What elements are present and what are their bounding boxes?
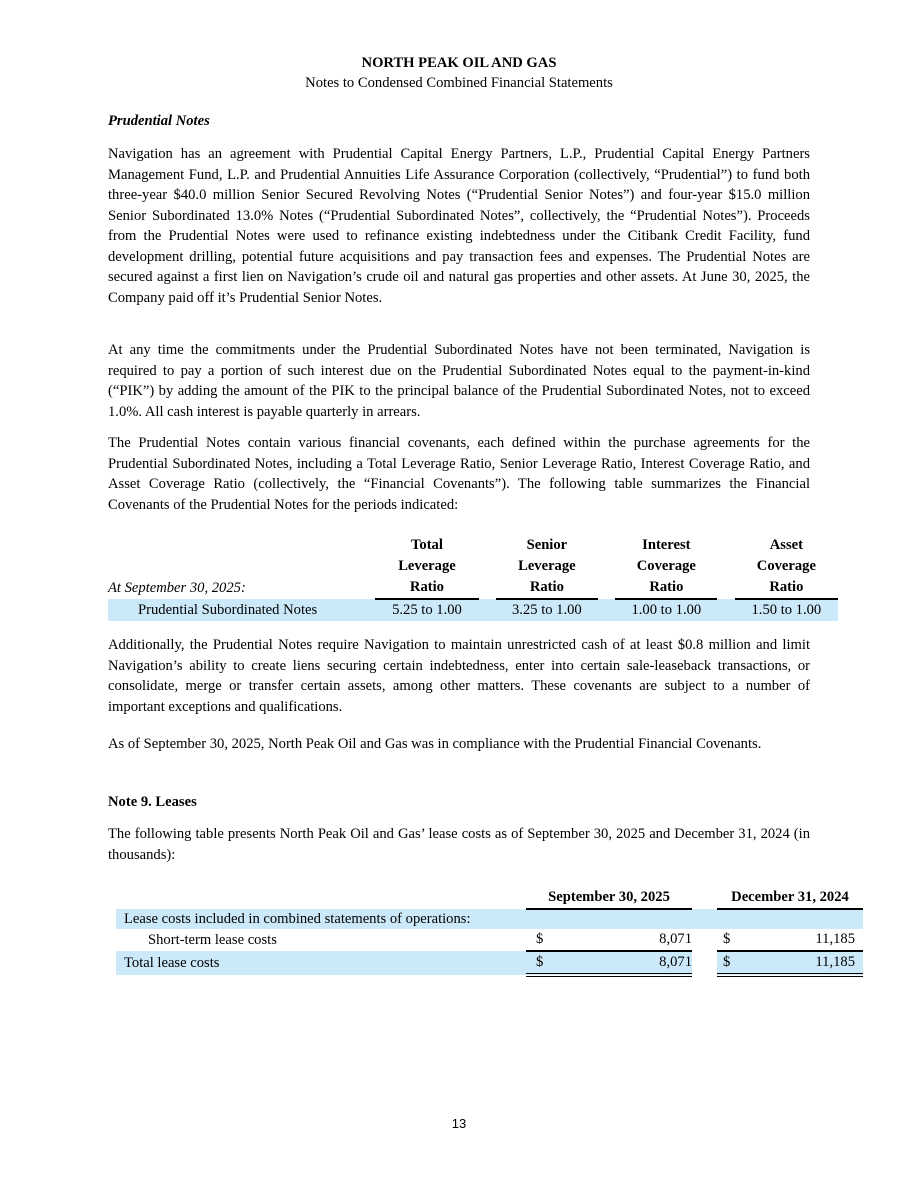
row-label-header: At September 30, 2025:: [108, 579, 246, 596]
currency: $: [526, 929, 556, 951]
section-heading-prudential: Prudential Notes: [108, 113, 210, 129]
page-number: 13: [451, 1116, 467, 1131]
cell: 5.25 to 1.00: [392, 602, 462, 618]
col-header: Ratio: [496, 577, 598, 599]
col-header: Ratio: [615, 577, 717, 599]
cell: 3.25 to 1.00: [512, 602, 582, 618]
col-header: September 30, 2025: [526, 887, 692, 909]
cell: 8,071: [556, 929, 692, 951]
currency: $: [717, 951, 747, 975]
currency: $: [717, 929, 747, 951]
financial-covenants-table: [108, 535, 838, 621]
col-header: Total: [411, 537, 443, 553]
paragraph-1: Navigation has an agreement with Prudential Capital Energy Partners, L.P., Prudential Capital Energy Partners Management Fund, L.P. and Prudential Annuities Life Assurance Corporation (collectively, “Prudential”) to fund both three-year $40.0 million Senior Secured Revolving Notes (“Prudential Senior Notes”) and four-year $15.0 million Senior Subordinated 13.0% Notes (“Prudential Subordinated Notes”, collectively, the “Prudential Notes”). Proceeds from the Prudential Notes were used to refinance existing indebtedness under the Citibank Credit Facility, fund development drilling, potential future acquisitions and pay transaction fees and expenses. The Prudential Notes are secured against a first lien on Navigation’s crude oil and natural gas properties and other assets. At June 30, 2025, the Company paid off it’s Prudential Senior Notes.: [108, 146, 810, 306]
col-header: December 31, 2024: [717, 887, 863, 909]
paragraph-3: The Prudential Notes contain various financial covenants, each defined within the purchase agreements for the Prudential Subordinated Notes, including a Total Leverage Ratio, Senior Leverage Ratio, Interest Coverage Ratio, and Asset Coverage Ratio (collectively, the “Financial Covenants”). The following table summarizes the Financial Covenants of the Prudential Notes for the periods indicated:: [108, 435, 810, 513]
row-label: Prudential Subordinated Notes: [138, 601, 318, 618]
col-header: Ratio: [735, 577, 838, 599]
paragraph-2: At any time the commitments under the Prudential Subordinated Notes have not been terminated, Navigation is required to pay a portion of such interest due on the Prudential Subordinated Notes equal to the payment-in-kind (“PIK”) by adding the amount of the PIK to the principal balance of the Prudential Subordinated Notes, not to exceed 1.0%. All cash interest is payable quarterly in arrears.: [108, 342, 810, 420]
cell: 1.00 to 1.00: [631, 602, 702, 618]
col-header: Leverage: [398, 558, 456, 574]
table-row: [116, 929, 863, 951]
table-row: [108, 599, 838, 621]
note9-heading: Note 9. Leases: [108, 794, 197, 810]
cell: 1.50 to 1.00: [751, 602, 822, 618]
document-subtitle: Notes to Condensed Combined Financial Statements: [305, 75, 613, 91]
lease-costs-table: [116, 887, 863, 977]
group-label: Lease costs included in combined statements of operations:: [124, 911, 471, 927]
paragraph-5: As of September 30, 2025, North Peak Oil and Gas was in compliance with the Prudential Financial Covenants.: [108, 736, 762, 752]
paragraph-4: Additionally, the Prudential Notes require Navigation to maintain unrestricted cash of at least $0.8 million and limit Navigation’s ability to create liens securing certain indebtedness, enter into certain sale-leaseback transactions, or consolidate, merge or transfer certain assets, among other matters. These covenants are subject to a number of important exceptions and qualifications.: [108, 637, 810, 715]
company-title: NORTH PEAK OIL AND GAS: [361, 55, 557, 71]
note9-intro: The following table presents North Peak Oil and Gas’ lease costs as of September 30, 2025 and December 31, 2024 (in thousands):: [108, 826, 810, 863]
cell: 11,185: [747, 951, 863, 975]
col-header: Ratio: [375, 577, 478, 599]
cell: 11,185: [747, 929, 863, 951]
col-header: Leverage: [518, 558, 576, 574]
row-label: Total lease costs: [124, 954, 220, 971]
row-label: Short-term lease costs: [148, 931, 277, 948]
col-header: Coverage: [756, 558, 816, 574]
col-header: Senior: [526, 537, 568, 553]
cell: 8,071: [556, 951, 692, 975]
col-header: Coverage: [636, 558, 696, 574]
col-header: Interest: [642, 537, 691, 553]
currency: $: [526, 951, 556, 975]
table-row-total: [116, 951, 863, 975]
col-header: Asset: [769, 537, 803, 553]
